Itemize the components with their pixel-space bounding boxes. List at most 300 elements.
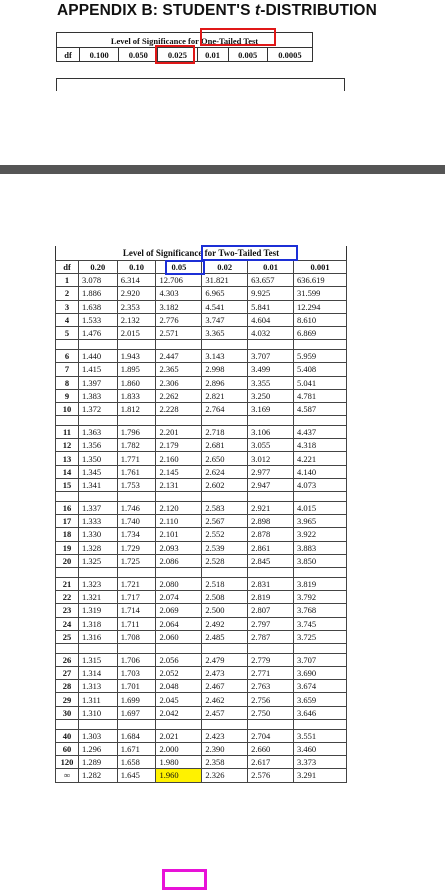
value-cell: 2.080: [156, 577, 202, 590]
spacer-cell: [56, 567, 79, 577]
table-row: [56, 274, 347, 287]
value-cell: 6.965: [202, 287, 248, 300]
value-cell: 2.508: [202, 591, 248, 604]
df-cell: 18: [56, 528, 79, 541]
value-cell: 1.372: [79, 402, 118, 415]
value-cell: 1.717: [117, 591, 156, 604]
value-cell: 2.756: [248, 693, 294, 706]
value-cell: 2.898: [248, 515, 294, 528]
value-cell: 1.350: [79, 452, 118, 465]
value-cell: 1.753: [117, 478, 156, 491]
table-row: [56, 617, 347, 630]
value-cell: 2.201: [156, 426, 202, 439]
spacer-cell: [156, 416, 202, 426]
table-row: [56, 363, 347, 376]
value-cell: 1.638: [79, 300, 118, 313]
value-cell: 3.690: [294, 667, 347, 680]
value-cell: 5.408: [294, 363, 347, 376]
value-cell: 2.764: [202, 402, 248, 415]
df-cell: 16: [56, 502, 79, 515]
spacer-cell: [202, 719, 248, 729]
title-italic-t: t: [254, 2, 261, 19]
table-row: [56, 478, 347, 491]
value-cell: 4.140: [294, 465, 347, 478]
spacer-cell: [117, 719, 156, 729]
one-tailed-col-header: 0.0005: [267, 48, 312, 62]
value-cell: 3.747: [202, 313, 248, 326]
df-cell: 30: [56, 706, 79, 719]
table-row: [56, 452, 347, 465]
value-cell: 3.499: [248, 363, 294, 376]
df-cell: 40: [56, 729, 79, 742]
value-cell: 2.602: [202, 478, 248, 491]
spacer-cell: [156, 340, 202, 350]
spacer-cell: [202, 567, 248, 577]
page-divider: [0, 165, 445, 174]
one-tailed-col-header: 0.025: [158, 48, 197, 62]
spacer-cell: [56, 416, 79, 426]
two-tailed-highlight-box: [201, 245, 298, 261]
two-tailed-table-wrap: [55, 246, 347, 783]
value-cell: 4.032: [248, 326, 294, 339]
one-tailed-highlight-box: [200, 28, 276, 46]
value-cell: 1.860: [117, 376, 156, 389]
value-cell: 6.869: [294, 326, 347, 339]
spacer-cell: [79, 416, 118, 426]
value-cell: 3.551: [294, 729, 347, 742]
value-cell: 1.671: [117, 743, 156, 756]
two-tailed-caption-highlight: Two-Tailed Test: [218, 248, 280, 258]
value-cell: 1.316: [79, 630, 118, 643]
value-cell: 1.310: [79, 706, 118, 719]
table-row: [56, 554, 347, 567]
value-cell: 1.397: [79, 376, 118, 389]
value-cell: 1.323: [79, 577, 118, 590]
table-row: [56, 630, 347, 643]
group-spacer-row: [56, 567, 347, 577]
value-cell: 4.318: [294, 439, 347, 452]
spacer-cell: [117, 643, 156, 653]
value-cell: 4.221: [294, 452, 347, 465]
value-cell: 2.681: [202, 439, 248, 452]
table-row: [56, 667, 347, 680]
table-row: [56, 313, 347, 326]
df-cell: 27: [56, 667, 79, 680]
value-cell: 2.131: [156, 478, 202, 491]
spacer-cell: [117, 492, 156, 502]
value-cell: 2.583: [202, 502, 248, 515]
value-cell: 2.807: [248, 604, 294, 617]
value-cell: 2.120: [156, 502, 202, 515]
value-cell: 1.303: [79, 729, 118, 742]
df-cell: 25: [56, 630, 79, 643]
value-cell: 1.895: [117, 363, 156, 376]
spacer-cell: [248, 416, 294, 426]
highlighted-critical-value: 1.960: [156, 769, 202, 782]
value-cell: 4.437: [294, 426, 347, 439]
value-cell: 1.356: [79, 439, 118, 452]
critical-value-highlight-box: [162, 869, 207, 890]
df-cell: 4: [56, 313, 79, 326]
value-cell: 12.706: [156, 274, 202, 287]
value-cell: 1.476: [79, 326, 118, 339]
table-row: [56, 402, 347, 415]
value-cell: 3.355: [248, 376, 294, 389]
value-cell: 2.467: [202, 680, 248, 693]
two-tailed-caption: Level of Significance for Two-Tailed Test: [55, 246, 347, 260]
spacer-cell: [248, 643, 294, 653]
spacer-cell: [294, 643, 347, 653]
group-spacer-row: [56, 719, 347, 729]
spacer-cell: [156, 643, 202, 653]
spacer-cell: [294, 492, 347, 502]
value-cell: 1.734: [117, 528, 156, 541]
table-row: [56, 502, 347, 515]
value-cell: 2.262: [156, 389, 202, 402]
value-cell: 1.771: [117, 452, 156, 465]
value-cell: 1.658: [117, 756, 156, 769]
value-cell: 2.048: [156, 680, 202, 693]
value-cell: 1.833: [117, 389, 156, 402]
value-cell: 2.473: [202, 667, 248, 680]
value-cell: 2.000: [156, 743, 202, 756]
spacer-cell: [294, 719, 347, 729]
df-cell: 7: [56, 363, 79, 376]
value-cell: 2.920: [117, 287, 156, 300]
col-header: 0.05: [156, 261, 202, 274]
df-cell: 19: [56, 541, 79, 554]
value-cell: 2.145: [156, 465, 202, 478]
df-cell: 20: [56, 554, 79, 567]
value-cell: 1.746: [117, 502, 156, 515]
value-cell: 2.821: [202, 389, 248, 402]
table-row: [56, 426, 347, 439]
col-header: 0.01: [248, 261, 294, 274]
spacer-cell: [202, 643, 248, 653]
value-cell: 4.073: [294, 478, 347, 491]
value-cell: 2.861: [248, 541, 294, 554]
value-cell: 1.714: [117, 604, 156, 617]
value-cell: 1.708: [117, 630, 156, 643]
df-cell: ∞: [56, 769, 79, 782]
value-cell: 1.761: [117, 465, 156, 478]
value-cell: 2.624: [202, 465, 248, 478]
value-cell: 2.390: [202, 743, 248, 756]
value-cell: 1.363: [79, 426, 118, 439]
spacer-cell: [248, 492, 294, 502]
value-cell: 1.337: [79, 502, 118, 515]
spacer-cell: [202, 416, 248, 426]
spacer-cell: [248, 567, 294, 577]
value-cell: 1.886: [79, 287, 118, 300]
value-cell: 3.659: [294, 693, 347, 706]
table-row: [56, 693, 347, 706]
table-row: [56, 756, 347, 769]
value-cell: 1.703: [117, 667, 156, 680]
value-cell: 2.064: [156, 617, 202, 630]
value-cell: 2.776: [156, 313, 202, 326]
value-cell: 2.132: [117, 313, 156, 326]
table-row: [56, 439, 347, 452]
value-cell: 1.313: [79, 680, 118, 693]
one-tailed-col-header: 0.005: [228, 48, 267, 62]
one-tailed-df-header: df: [57, 48, 80, 62]
value-cell: 1.328: [79, 541, 118, 554]
value-cell: 2.060: [156, 630, 202, 643]
table-row: [56, 376, 347, 389]
value-cell: 3.182: [156, 300, 202, 313]
value-cell: 1.697: [117, 706, 156, 719]
one-tailed-caption-highlight: One-Tailed Test: [201, 35, 259, 46]
df-cell: 24: [56, 617, 79, 630]
spacer-cell: [79, 492, 118, 502]
value-cell: 3.965: [294, 515, 347, 528]
table-row: [56, 577, 347, 590]
value-cell: 4.015: [294, 502, 347, 515]
value-cell: 2.571: [156, 326, 202, 339]
spacer-cell: [79, 719, 118, 729]
table-row: [56, 389, 347, 402]
value-cell: 2.045: [156, 693, 202, 706]
spacer-cell: [79, 340, 118, 350]
value-cell: 3.792: [294, 591, 347, 604]
one-tailed-col-header: 0.01: [197, 48, 228, 62]
value-cell: 2.539: [202, 541, 248, 554]
value-cell: 2.567: [202, 515, 248, 528]
value-cell: 2.552: [202, 528, 248, 541]
value-cell: 1.729: [117, 541, 156, 554]
value-cell: 1.645: [117, 769, 156, 782]
value-cell: 6.314: [117, 274, 156, 287]
t-distribution-table: [55, 260, 347, 783]
df-cell: 21: [56, 577, 79, 590]
spacer-cell: [248, 719, 294, 729]
value-cell: 5.959: [294, 350, 347, 363]
spacer-cell: [56, 719, 79, 729]
value-cell: 1.315: [79, 653, 118, 666]
df-cell: 5: [56, 326, 79, 339]
value-cell: 2.718: [202, 426, 248, 439]
spacer-cell: [202, 340, 248, 350]
value-cell: 2.056: [156, 653, 202, 666]
value-cell: 4.303: [156, 287, 202, 300]
spacer-cell: [56, 492, 79, 502]
value-cell: 3.922: [294, 528, 347, 541]
spacer-cell: [156, 567, 202, 577]
value-cell: 4.781: [294, 389, 347, 402]
spacer-cell: [294, 340, 347, 350]
value-cell: 1.782: [117, 439, 156, 452]
value-cell: 2.660: [248, 743, 294, 756]
alpha-005-highlight-box: [165, 260, 205, 275]
table-row: [56, 743, 347, 756]
value-cell: 2.998: [202, 363, 248, 376]
table-row: [56, 680, 347, 693]
value-cell: 3.012: [248, 452, 294, 465]
spacer-cell: [202, 492, 248, 502]
table-row: [56, 515, 347, 528]
value-cell: 2.306: [156, 376, 202, 389]
value-cell: 2.447: [156, 350, 202, 363]
value-cell: 1.980: [156, 756, 202, 769]
value-cell: 2.365: [156, 363, 202, 376]
value-cell: 1.330: [79, 528, 118, 541]
table-row: [56, 604, 347, 617]
value-cell: 2.819: [248, 591, 294, 604]
group-spacer-row: [56, 416, 347, 426]
df-header: df: [56, 261, 79, 274]
value-cell: 2.528: [202, 554, 248, 567]
value-cell: 1.325: [79, 554, 118, 567]
value-cell: 3.707: [248, 350, 294, 363]
spacer-cell: [294, 567, 347, 577]
value-cell: 1.796: [117, 426, 156, 439]
value-cell: 3.250: [248, 389, 294, 402]
value-cell: 3.106: [248, 426, 294, 439]
value-cell: 2.042: [156, 706, 202, 719]
value-cell: 2.021: [156, 729, 202, 742]
df-cell: 28: [56, 680, 79, 693]
value-cell: 1.289: [79, 756, 118, 769]
value-cell: 2.763: [248, 680, 294, 693]
value-cell: 3.646: [294, 706, 347, 719]
col-header: 0.10: [117, 261, 156, 274]
table-row: [56, 729, 347, 742]
value-cell: 3.373: [294, 756, 347, 769]
df-cell: 6: [56, 350, 79, 363]
value-cell: 2.650: [202, 452, 248, 465]
df-cell: 17: [56, 515, 79, 528]
value-cell: 2.353: [117, 300, 156, 313]
df-cell: 22: [56, 591, 79, 604]
value-cell: 2.831: [248, 577, 294, 590]
group-spacer-row: [56, 340, 347, 350]
table-row: [56, 769, 347, 782]
value-cell: 2.485: [202, 630, 248, 643]
value-cell: 2.423: [202, 729, 248, 742]
value-cell: 1.311: [79, 693, 118, 706]
value-cell: 3.291: [294, 769, 347, 782]
df-cell: 2: [56, 287, 79, 300]
table-row: [56, 465, 347, 478]
value-cell: 2.358: [202, 756, 248, 769]
value-cell: 636.619: [294, 274, 347, 287]
value-cell: 3.768: [294, 604, 347, 617]
value-cell: 2.462: [202, 693, 248, 706]
value-cell: 1.740: [117, 515, 156, 528]
value-cell: 1.314: [79, 667, 118, 680]
df-cell: 8: [56, 376, 79, 389]
value-cell: 1.699: [117, 693, 156, 706]
value-cell: 2.617: [248, 756, 294, 769]
value-cell: 2.750: [248, 706, 294, 719]
value-cell: 2.787: [248, 630, 294, 643]
value-cell: 2.779: [248, 653, 294, 666]
table-row: [56, 541, 347, 554]
value-cell: 3.143: [202, 350, 248, 363]
table-row: [56, 350, 347, 363]
value-cell: 3.883: [294, 541, 347, 554]
value-cell: 3.745: [294, 617, 347, 630]
df-cell: 120: [56, 756, 79, 769]
value-cell: 3.055: [248, 439, 294, 452]
value-cell: 2.576: [248, 769, 294, 782]
value-cell: 63.657: [248, 274, 294, 287]
df-cell: 14: [56, 465, 79, 478]
value-cell: 1.318: [79, 617, 118, 630]
value-cell: 2.878: [248, 528, 294, 541]
col-header: 0.20: [79, 261, 118, 274]
table-row: [56, 706, 347, 719]
value-cell: 1.684: [117, 729, 156, 742]
df-cell: 60: [56, 743, 79, 756]
value-cell: 1.345: [79, 465, 118, 478]
value-cell: 2.052: [156, 667, 202, 680]
value-cell: 8.610: [294, 313, 347, 326]
value-cell: 2.947: [248, 478, 294, 491]
value-cell: 4.604: [248, 313, 294, 326]
spacer-cell: [79, 567, 118, 577]
value-cell: 2.479: [202, 653, 248, 666]
df-cell: 29: [56, 693, 79, 706]
spacer-cell: [248, 340, 294, 350]
value-cell: 5.041: [294, 376, 347, 389]
value-cell: 2.101: [156, 528, 202, 541]
table-row: [56, 287, 347, 300]
one-tailed-caption: Level of Significance for One-Tailed Test: [57, 33, 313, 48]
value-cell: 2.086: [156, 554, 202, 567]
df-cell: 9: [56, 389, 79, 402]
table-continuation-bracket: [56, 78, 345, 91]
value-cell: 1.383: [79, 389, 118, 402]
one-tailed-col-header: 0.050: [119, 48, 158, 62]
table-row: [56, 528, 347, 541]
value-cell: 2.074: [156, 591, 202, 604]
value-cell: 3.674: [294, 680, 347, 693]
value-cell: 1.321: [79, 591, 118, 604]
value-cell: 1.296: [79, 743, 118, 756]
value-cell: 3.078: [79, 274, 118, 287]
value-cell: 4.587: [294, 402, 347, 415]
value-cell: 4.541: [202, 300, 248, 313]
value-cell: 2.797: [248, 617, 294, 630]
value-cell: 1.440: [79, 350, 118, 363]
df-cell: 15: [56, 478, 79, 491]
value-cell: 2.069: [156, 604, 202, 617]
group-spacer-row: [56, 643, 347, 653]
value-cell: 9.925: [248, 287, 294, 300]
value-cell: 1.725: [117, 554, 156, 567]
df-cell: 3: [56, 300, 79, 313]
value-cell: 2.228: [156, 402, 202, 415]
table-row: [56, 300, 347, 313]
alpha-0025-highlight-box: [155, 45, 195, 64]
df-cell: 23: [56, 604, 79, 617]
df-cell: 13: [56, 452, 79, 465]
value-cell: 2.518: [202, 577, 248, 590]
table-row: [56, 653, 347, 666]
value-cell: 1.415: [79, 363, 118, 376]
value-cell: 2.845: [248, 554, 294, 567]
value-cell: 2.977: [248, 465, 294, 478]
value-cell: 1.319: [79, 604, 118, 617]
value-cell: 2.326: [202, 769, 248, 782]
appendix-title: [57, 2, 377, 20]
value-cell: 3.850: [294, 554, 347, 567]
value-cell: 2.160: [156, 452, 202, 465]
value-cell: 2.500: [202, 604, 248, 617]
value-cell: 1.706: [117, 653, 156, 666]
